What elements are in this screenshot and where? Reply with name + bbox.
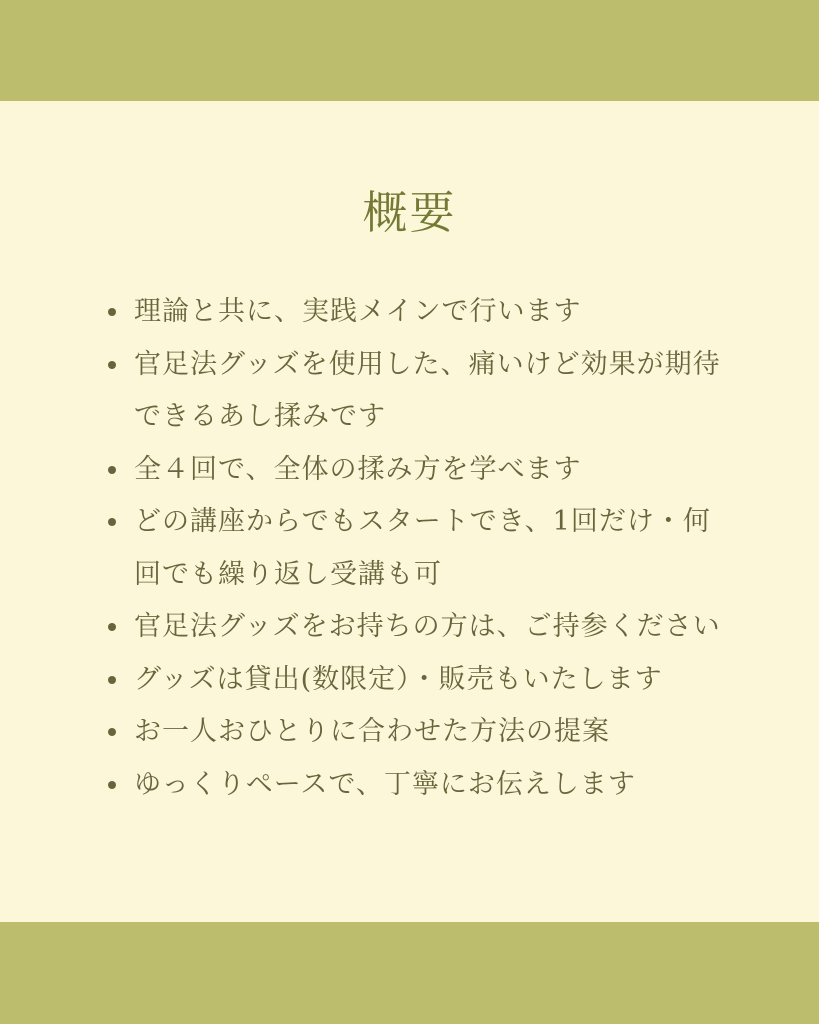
- overview-list: [106, 286, 726, 811]
- list-item-text: お一人おひとりに合わせた方法の提案: [134, 716, 610, 747]
- list-item-text: 官足法グッズをお持ちの方は、ご持参ください: [134, 611, 721, 642]
- list-item: [106, 706, 726, 759]
- top-band: [0, 0, 819, 101]
- list-item: [106, 601, 726, 654]
- bullet-icon: [108, 518, 116, 526]
- list-item-text: 理論と共に、実践メインで行います: [134, 296, 582, 327]
- page-title: 概要: [362, 186, 457, 239]
- list-item: [106, 444, 726, 497]
- bullet-icon: [108, 466, 116, 474]
- content-panel: [0, 101, 819, 922]
- list-item: [106, 654, 726, 707]
- list-item: [106, 339, 726, 444]
- list-item: [106, 496, 726, 601]
- bullet-icon: [108, 308, 116, 316]
- list-item-text: ゆっくりペースで、丁寧にお伝えします: [134, 768, 636, 800]
- list-item-text: グッズは貸出(数限定）・販売もいたします: [134, 663, 663, 695]
- list-item-text: 官足法グッズを使用した、痛いけど効果が期待できるあし揉みです: [134, 348, 721, 432]
- bullet-icon: [108, 676, 116, 684]
- list-item: [106, 759, 726, 812]
- bullet-icon: [108, 781, 116, 789]
- list-item-text: どの講座からでもスタートでき、1回だけ・何回でも繰り返し受講も可: [134, 506, 711, 590]
- bullet-icon: [108, 728, 116, 736]
- bullet-icon: [108, 361, 116, 369]
- bullet-icon: [108, 623, 116, 631]
- list-item-text: 全４回で、全体の揉み方を学べます: [134, 453, 582, 485]
- bottom-band: [0, 922, 819, 1024]
- list-item: [106, 286, 726, 339]
